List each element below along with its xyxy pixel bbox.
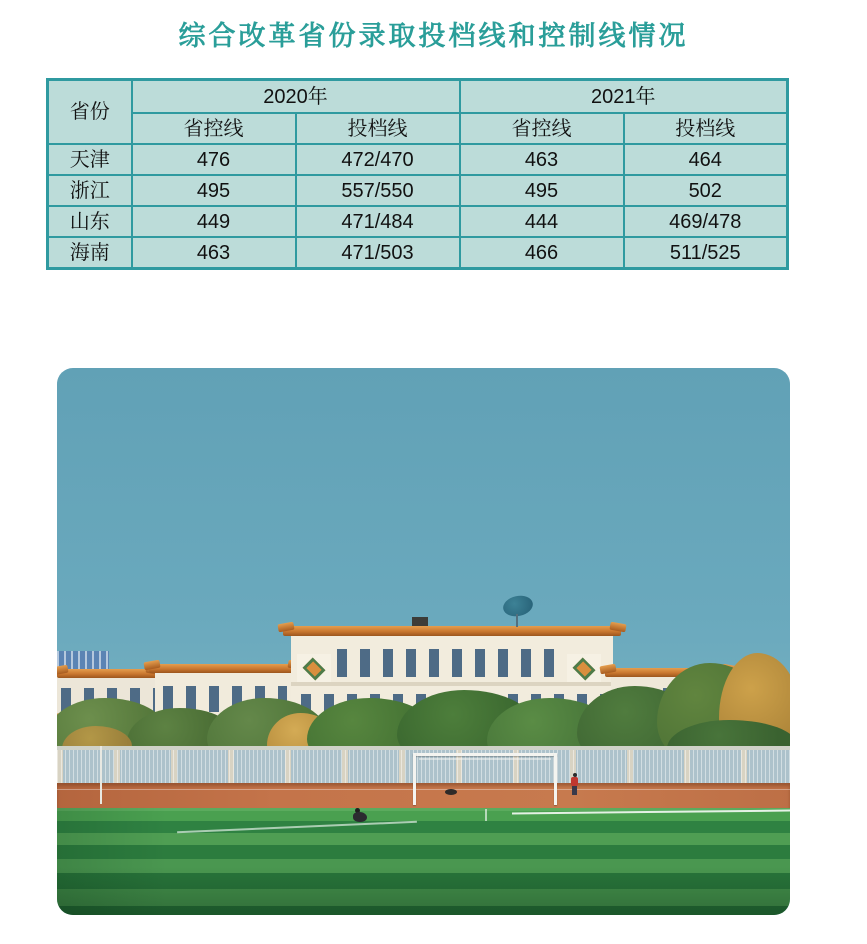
score-cell: 495 (132, 175, 296, 206)
campus-photo (57, 368, 790, 915)
table-subheader-2020-file: 投档线 (296, 113, 460, 144)
score-cell: 463 (132, 237, 296, 269)
province-cell: 浙江 (48, 175, 132, 206)
score-cell: 557/550 (296, 175, 460, 206)
province-cell: 海南 (48, 237, 132, 269)
score-cell: 466 (460, 237, 624, 269)
score-cell: 471/503 (296, 237, 460, 269)
score-cell: 476 (132, 144, 296, 175)
table-header-year-2020: 2020年 (132, 80, 460, 114)
goal-crossbar (413, 753, 557, 756)
score-cell: 471/484 (296, 206, 460, 237)
table-header-province: 省份 (48, 80, 132, 145)
score-cell: 449 (132, 206, 296, 237)
score-cell: 463 (460, 144, 624, 175)
corner-pole (100, 746, 102, 804)
score-cell: 511/525 (624, 237, 788, 269)
soccer-goal (413, 753, 557, 805)
person-standing (571, 773, 579, 795)
table-subheader-2021-control: 省控线 (460, 113, 624, 144)
ornament-panel-right (567, 654, 601, 684)
soccer-field (57, 808, 790, 915)
goal-post-right (554, 753, 557, 805)
satellite-dish-stem (516, 614, 518, 627)
score-cell: 502 (624, 175, 788, 206)
main-building-ledge (291, 682, 613, 686)
diamond-ornament (573, 658, 596, 681)
main-building-windows-row1 (337, 649, 563, 677)
goal-back-bar (419, 758, 551, 760)
table-row (48, 206, 788, 237)
score-cell: 469/478 (624, 206, 788, 237)
person-crouching (353, 808, 371, 823)
goal-post-left (413, 753, 416, 805)
score-cell: 464 (624, 144, 788, 175)
far-left-building-roof (57, 669, 157, 678)
diamond-ornament (303, 658, 326, 681)
table-subheader-2020-control: 省控线 (132, 113, 296, 144)
roof-vent (412, 617, 428, 626)
score-cell: 495 (460, 175, 624, 206)
admission-scores-table (46, 78, 789, 270)
ornament-panel-left (297, 654, 331, 684)
main-building-roof (283, 626, 621, 636)
table-row (48, 175, 788, 206)
score-cell: 444 (460, 206, 624, 237)
province-cell: 天津 (48, 144, 132, 175)
table-header-year-2021: 2021年 (460, 80, 788, 114)
page-title: 综合改革省份录取投档线和控制线情况 (178, 21, 689, 51)
left-wing-roof (149, 664, 299, 673)
field-line (485, 809, 487, 821)
province-cell: 山东 (48, 206, 132, 237)
table-row (48, 144, 788, 175)
sports-bag (445, 789, 457, 795)
score-cell: 472/470 (296, 144, 460, 175)
table-subheader-2021-file: 投档线 (624, 113, 788, 144)
table-row (48, 237, 788, 269)
